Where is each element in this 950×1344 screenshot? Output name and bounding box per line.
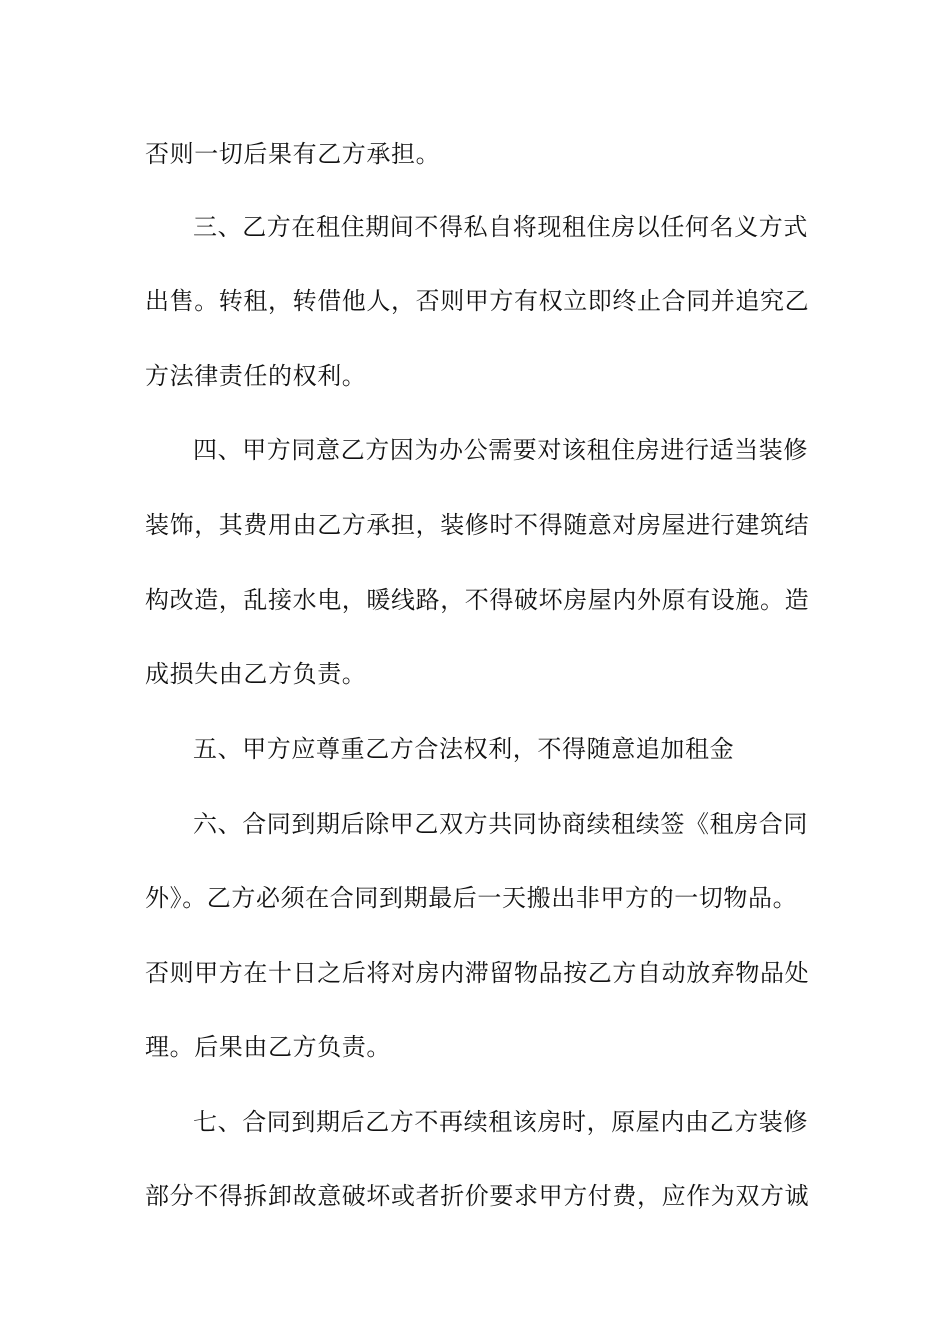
text-line: 否则甲方在十日之后将对房内滞留物品按乙方自动放弃物品处 <box>145 959 810 987</box>
text-line: 成损失由乙方负责。 <box>145 660 367 688</box>
text-line: 否则一切后果有乙方承担。 <box>145 140 441 168</box>
clause-seven-line: 七、合同到期后乙方不再续租该房时，原屋内由乙方装修 <box>193 1108 808 1136</box>
text-line: 出售。转租，转借他人，否则甲方有权立即终止合同并追究乙 <box>145 287 810 315</box>
text-line: 方法律责任的权利。 <box>145 362 367 390</box>
clause-four-line: 四、甲方同意乙方因为办公需要对该租住房进行适当装修 <box>193 436 808 464</box>
text-line: 外》。乙方必须在合同到期最后一天搬出非甲方的一切物品。 <box>145 884 798 912</box>
clause-three-line: 三、乙方在租住期间不得私自将现租住房以任何名义方式 <box>193 213 808 241</box>
text-line: 构改造，乱接水电，暖线路，不得破坏房屋内外原有设施。造 <box>145 586 810 614</box>
text-line: 部分不得拆卸故意破坏或者折价要求甲方付费，应作为双方诚 <box>145 1182 810 1210</box>
clause-five-line: 五、甲方应尊重乙方合法权利，不得随意追加租金 <box>193 735 735 763</box>
text-line: 装饰，其费用由乙方承担，装修时不得随意对房屋进行建筑结 <box>145 511 810 539</box>
text-line: 理。后果由乙方负责。 <box>145 1033 391 1061</box>
clause-six-line: 六、合同到期后除甲乙双方共同协商续租续签《租房合同 <box>193 810 808 838</box>
